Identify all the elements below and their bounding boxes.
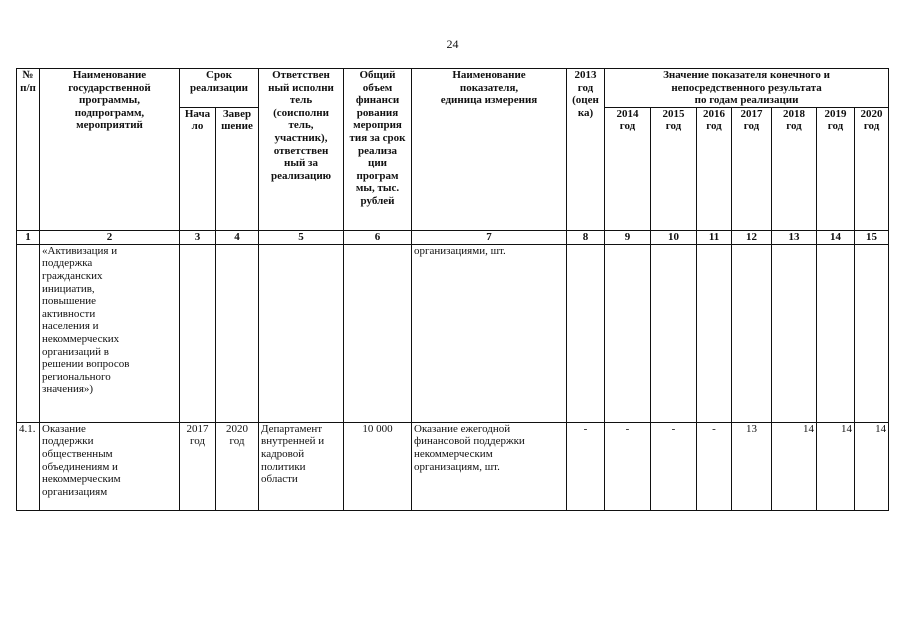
cell-number [17,244,40,422]
cell-program-name: Оказание поддержки общественным объединениям и некоммерческим организациям [40,422,180,510]
header-end: Завер шение [216,107,259,230]
cell-2017 [732,244,772,422]
header-period: Срок реализации [180,69,259,108]
column-number: 3 [180,230,216,244]
cell-2013 [567,244,605,422]
cell-2018: 14 [772,422,817,510]
cell-executor: Департамент внутренней и кадровой политики области [259,422,344,510]
cell-funding [344,244,412,422]
program-table [16,68,889,511]
column-number: 14 [817,230,855,244]
column-number: 13 [772,230,817,244]
cell-2020 [855,244,889,422]
table-row [17,422,889,510]
header-2013: 2013 год (оцен ка) [567,69,605,231]
header-year-2018: 2018 год [772,107,817,230]
cell-start [180,244,216,422]
header-year-2017: 2017 год [732,107,772,230]
column-number: 11 [697,230,732,244]
column-number: 15 [855,230,889,244]
cell-end [216,244,259,422]
column-number: 12 [732,230,772,244]
header-year-2015: 2015 год [651,107,697,230]
cell-2019: 14 [817,422,855,510]
header-indicator: Наименование показателя, единица измерения [412,69,567,231]
column-number: 6 [344,230,412,244]
cell-program-name: «Активизация и поддержка гражданских инициатив, повышение активности населения и некоммерческих организаций в решении вопросов регионального значения») [40,244,180,422]
header-year-2014: 2014 год [605,107,651,230]
cell-2015: - [651,422,697,510]
header-values: Значение показателя конечного и непосредственного результата по годам реализации [605,69,889,108]
header-year-2020: 2020 год [855,107,889,230]
cell-indicator: Оказание ежегодной финансовой поддержки некоммерческим организациям, шт. [412,422,567,510]
cell-funding: 10 000 [344,422,412,510]
cell-2018 [772,244,817,422]
column-number: 1 [17,230,40,244]
cell-end: 2020 год [216,422,259,510]
header-year-2019: 2019 год [817,107,855,230]
cell-indicator: организациями, шт. [412,244,567,422]
table-row [17,244,889,422]
cell-start: 2017 год [180,422,216,510]
cell-number: 4.1. [17,422,40,510]
cell-2020: 14 [855,422,889,510]
cell-executor [259,244,344,422]
header-funding: Общий объем финанси рования мероприя тия за срок реализа ции програм мы, тыс. рублей [344,69,412,231]
cell-2014 [605,244,651,422]
column-number: 4 [216,230,259,244]
column-number: 7 [412,230,567,244]
cell-2016: - [697,422,732,510]
column-number-row [17,230,889,244]
cell-2013: - [567,422,605,510]
page-number: 24 [446,37,459,51]
header-executor: Ответствен ный исполни тель (соисполни тель, участник), ответствен ный за реализацию [259,69,344,231]
cell-2016 [697,244,732,422]
header-row [17,69,889,108]
column-number: 10 [651,230,697,244]
header-start: Нача ло [180,107,216,230]
header-program-name: Наименование государственной программы, подпрограмм, мероприятий [40,69,180,231]
cell-2019 [817,244,855,422]
cell-2017: 13 [732,422,772,510]
header-number: № п/п [17,69,40,231]
column-number: 2 [40,230,180,244]
column-number: 8 [567,230,605,244]
cell-2015 [651,244,697,422]
column-number: 9 [605,230,651,244]
cell-2014: - [605,422,651,510]
header-year-2016: 2016 год [697,107,732,230]
column-number: 5 [259,230,344,244]
